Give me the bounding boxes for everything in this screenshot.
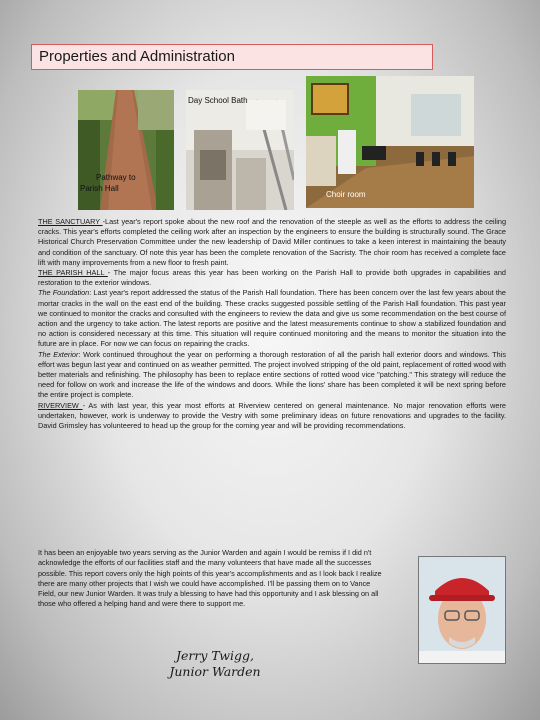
report-body [38, 217, 506, 431]
exterior-paragraph [38, 350, 506, 401]
bath-photo [186, 90, 294, 210]
foundation-paragraph [38, 288, 506, 349]
pathway-caption: Pathway to Parish Hall [80, 173, 136, 193]
signature-name: Jerry Twigg, [176, 648, 254, 663]
closing-paragraph: It has been an enjoyable two years serving as the Junior Warden and again I would be remiss if I did n't acknowledge the efforts of our facilities staff and the many volunteers that have made all the successes possible. This report covers only the high points of this year's accomplishments and as I look back I realize there are many other projects that I wish we could have accomplished. I'll be passing them on to Vance Field, our new Junior Warden. It was truly a blessing to have had this opportunity and I ask blessing on all those who offered a helping hand and were there to support me. [38, 548, 382, 609]
sanctuary-heading: THE SANCTUARY [38, 217, 103, 226]
riverview-text: - As with last year, this year most efforts at Riverview centered on general maintenance. No major renovation efforts were undertaken, however, work is underway to provide the Vestry with some preliminary ideas on future renovations and upgrades to the facility. David Grimsley has volunteered to head up the group for the coming year and will be providing recommendations. [38, 400, 506, 431]
sanctuary-text: -Last year's report spoke about the new roof and the renovation of the steeple as well as the efforts to address the ceiling cracks. This year's efforts completed the ceiling work after an inspection by the engineers to ensure the building is structurally sound. The Grace Historical Church Preservation Committee under the new leadership of David Miller continues to take a keen interest in maintaining the beauty and condition of the sanctuary. Of note this year has been the complete renovation of the Sacristy. The choir room has received a complete face lift with many improvements from a new floor to fresh paint. [38, 217, 506, 267]
page-title: Properties and Administration [31, 44, 433, 70]
choir-room-photo [306, 76, 474, 208]
parish-hall-text: - The major focus areas this year has been working on the Parish Hall to provide both upgrades in capabilities and restoration to the exterior windows. [38, 268, 506, 288]
choir-caption: Choir room [326, 190, 366, 199]
riverview-paragraph [38, 401, 506, 432]
sanctuary-paragraph [38, 217, 506, 268]
signature-role: Junior Warden [169, 664, 261, 679]
author-portrait [418, 556, 506, 664]
foundation-text: : Last year's report addressed the status of the Parish Hall foundation. There has been concern over the last few years about the mortar cracks in the wall on the east end of the building. These cracks suggested possible settling of the Parish Hall foundation. This past year we continued to monitor the cracks and consulted with the engineers to review the data and give us some recommendation on the best course of action and the urgency to take action. The latest reports are positive and the latest measurements continue to show a stabilized foundation and no action is considered necessary at this time. This situation will require continued monitoring and the means to monitor the situation into the future are in place. For now we can focus on repairing the cracks. [38, 288, 506, 349]
foundation-heading: The Foundation [38, 288, 90, 298]
exterior-text: : Work continued throughout the year on performing a thorough restoration of all the parish hall exterior doors and windows. This effort was begun last year and continued on as weather permitted. The project involved stripping of the old paint, replacement of rotted wood with better materials and refinishing. The philosophy has been to replace entire sections of rotted wood vice "patching." This strategy will reduce the need for follow on work and increase the life of the windows and doors. While the lions' share has been completed it will be next spring before the entire project is complete. [38, 349, 506, 400]
parish-hall-paragraph [38, 268, 506, 288]
parish-hall-heading: THE PARISH HALL [38, 268, 108, 278]
signature [150, 648, 280, 680]
bath-caption: Day School Bath [188, 96, 248, 105]
riverview-heading: RIVERVIEW [38, 400, 83, 410]
exterior-heading: The Exterior [38, 349, 79, 359]
